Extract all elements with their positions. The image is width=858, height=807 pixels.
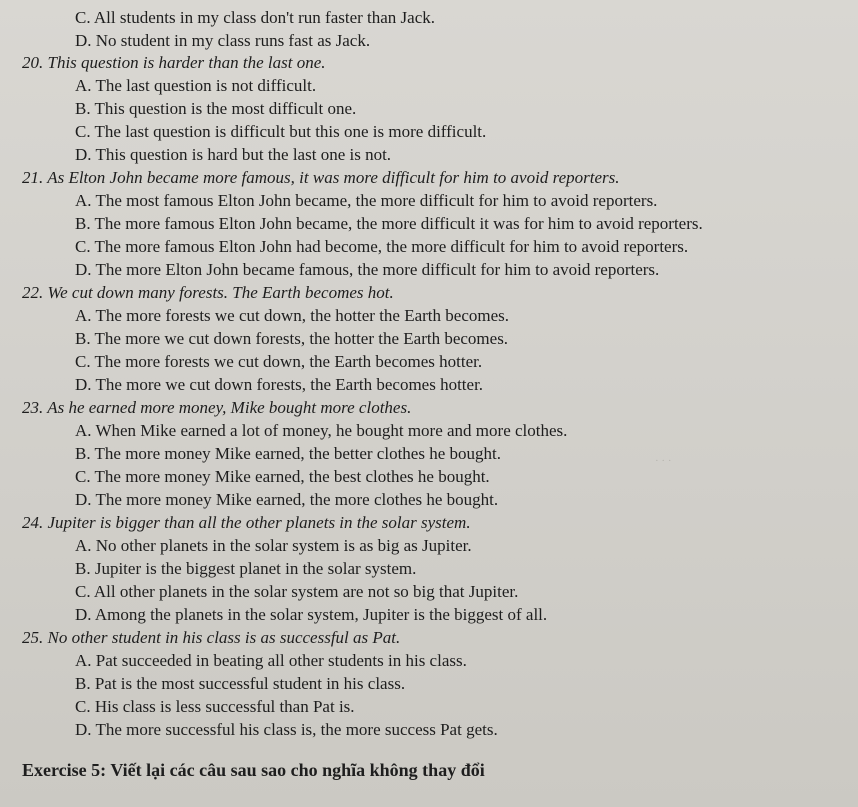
option-25a: A. Pat succeeded in beating all other students in his class.	[75, 651, 467, 670]
question-25-stem: 25. No other student in his class is as successful as Pat.	[22, 628, 401, 647]
option-20a: A. The last question is not difficult.	[75, 76, 317, 95]
bleed-through-text: · · ·	[655, 455, 672, 467]
question-21-stem: 21. As Elton John became more famous, it was more difficult for him to avoid reporters.	[22, 168, 620, 187]
option-21a: A. The most famous Elton John became, the more difficult for him to avoid reporters.	[75, 191, 658, 210]
option-22b: B. The more we cut down forests, the hotter the Earth becomes.	[75, 329, 509, 348]
question-23-stem: 23. As he earned more money, Mike bought more clothes.	[22, 398, 412, 417]
option-25b: B. Pat is the most successful student in his class.	[75, 674, 406, 693]
option-21b: B. The more famous Elton John became, the more difficult it was for him to avoid reporters.	[75, 214, 703, 233]
question-20-stem: 20. This question is harder than the last one.	[22, 53, 326, 72]
option-24c: C. All other planets in the solar system are not so big that Jupiter.	[75, 582, 519, 601]
question-24-stem: 24. Jupiter is bigger than all the other planets in the solar system.	[22, 513, 471, 532]
option-21d: D. The more Elton John became famous, the more difficult for him to avoid reporters.	[75, 260, 660, 279]
option-23b: B. The more money Mike earned, the better clothes he bought.	[75, 444, 501, 463]
option-24d: D. Among the planets in the solar system, Jupiter is the biggest of all.	[75, 605, 548, 624]
option-23a: A. When Mike earned a lot of money, he bought more and more clothes.	[75, 421, 568, 440]
option-24a: A. No other planets in the solar system is as big as Jupiter.	[75, 536, 472, 555]
option-20c: C. The last question is difficult but this one is more difficult.	[75, 122, 487, 141]
option-25d: D. The more successful his class is, the more success Pat gets.	[75, 720, 498, 739]
question-22-stem: 22. We cut down many forests. The Earth becomes hot.	[22, 283, 394, 302]
option-22a: A. The more forests we cut down, the hotter the Earth becomes.	[75, 306, 509, 325]
option-23d: D. The more money Mike earned, the more clothes he bought.	[75, 490, 499, 509]
option-19d: D. No student in my class runs fast as Jack.	[75, 31, 371, 50]
exercise-heading: Exercise 5: Viết lại các câu sau sao cho nghĩa không thay đổi	[22, 760, 485, 780]
option-19c: C. All students in my class don't run faster than Jack.	[75, 8, 436, 27]
option-20b: B. This question is the most difficult one.	[75, 99, 357, 118]
option-21c: C. The more famous Elton John had become, the more difficult for him to avoid reporters.	[75, 237, 689, 256]
option-24b: B. Jupiter is the biggest planet in the solar system.	[75, 559, 417, 578]
option-20d: D. This question is hard but the last one is not.	[75, 145, 392, 164]
option-23c: C. The more money Mike earned, the best clothes he bought.	[75, 467, 490, 486]
option-22d: D. The more we cut down forests, the Earth becomes hotter.	[75, 375, 484, 394]
option-22c: C. The more forests we cut down, the Earth becomes hotter.	[75, 352, 483, 371]
option-25c: C. His class is less successful than Pat is.	[75, 697, 355, 716]
